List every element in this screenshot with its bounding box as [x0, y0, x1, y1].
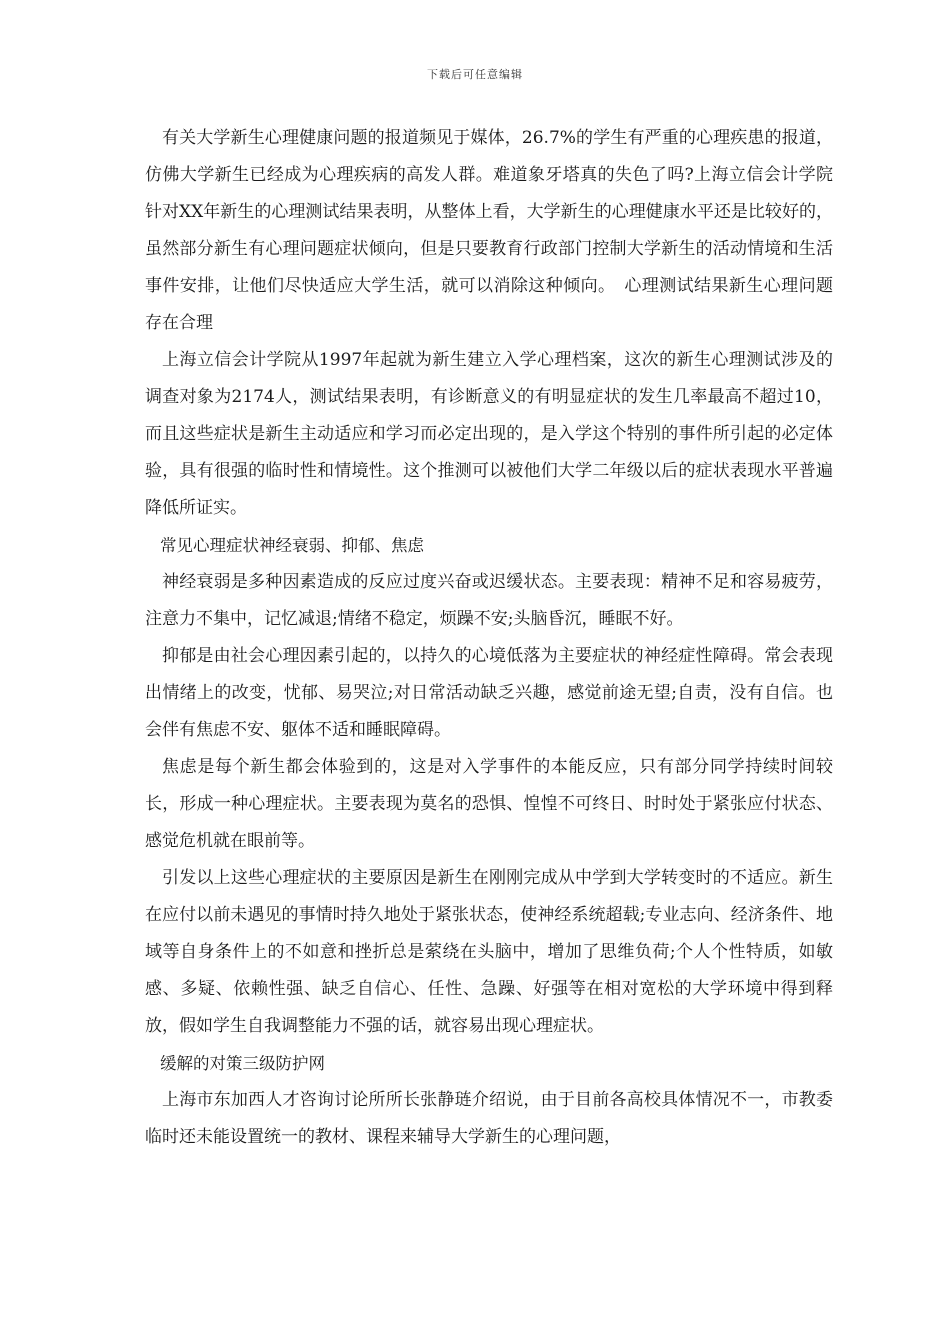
- section-heading-symptoms: 常见心理症状神经衰弱、抑郁、焦虑: [160, 536, 424, 555]
- paragraph-expert: 上海市东加西人才咨询讨论所所长张静琏介绍说，由于目前各高校具体情况不一，市教委临时还未能设置统一的教材、课程来辅导大学新生的心理问题，: [145, 1090, 833, 1147]
- document-body: [145, 120, 833, 1156]
- paragraph-neurasthenia: 神经衰弱是多种因素造成的反应过度兴奋或迟缓状态。主要表现：精神不足和容易疲劳，注意力不集中，记忆减退;情绪不稳定，烦躁不安;头脑昏沉，睡眠不好。: [145, 572, 833, 629]
- paragraph-anxiety: 焦虑是每个新生都会体验到的，这是对入学事件的本能反应，只有部分同学持续时间较长，形成一种心理症状。主要表现为莫名的恐惧、惶惶不可终日、时时处于紧张应付状态、感觉危机就在眼前等。: [145, 757, 833, 851]
- page-header: 下载后可任意编辑: [427, 68, 523, 81]
- paragraph-intro: 有关大学新生心理健康问题的报道频见于媒体，26.7%的学生有严重的心理疾患的报道，仿佛大学新生已经成为心理疾病的高发人群。难道象牙塔真的失色了吗?上海立信会计学院针对XX年新生的心理测试结果表明，从整体上看，大学新生的心理健康水平还是比较好的，虽然部分新生有心理问题症状倾向，但是只要教育行政部门控制大学新生的活动情境和生活事件安排，让他们尽快适应大学生活，就可以消除这种倾向。 心理测试结果新生心理问题存在合理: [145, 128, 833, 333]
- paragraph-survey: 上海立信会计学院从1997年起就为新生建立入学心理档案，这次的新生心理测试涉及的调查对象为2174人，测试结果表明，有诊断意义的有明显症状的发生几率最高不超过10，而且这些症状是新生主动适应和学习而必定出现的，是入学这个特别的事件所引起的必定体验，具有很强的临时性和情境性。这个推测可以被他们大学二年级以后的症状表现水平普遍降低所证实。: [145, 350, 833, 518]
- paragraph-causes: 引发以上这些心理症状的主要原因是新生在刚刚完成从中学到大学转变时的不适应。新生在应付以前未遇见的事情时持久地处于紧张状态，使神经系统超载;专业志向、经济条件、地域等自身条件上的不如意和挫折总是萦绕在头脑中，增加了思维负荷;个人个性特质，如敏感、多疑、依赖性强、缺乏自信心、任性、急躁、好强等在相对宽松的大学环境中得到释放，假如学生自我调整能力不强的话，就容易出现心理症状。: [145, 868, 833, 1036]
- section-heading-countermeasures: 缓解的对策三级防护网: [160, 1054, 325, 1073]
- paragraph-depression: 抑郁是由社会心理因素引起的，以持久的心境低落为主要症状的神经症性障碍。常会表现出情绪上的改变，忧郁、易哭泣;对日常活动缺乏兴趣，感觉前途无望;自责，没有自信。也会伴有焦虑不安、躯体不适和睡眠障碍。: [145, 646, 833, 740]
